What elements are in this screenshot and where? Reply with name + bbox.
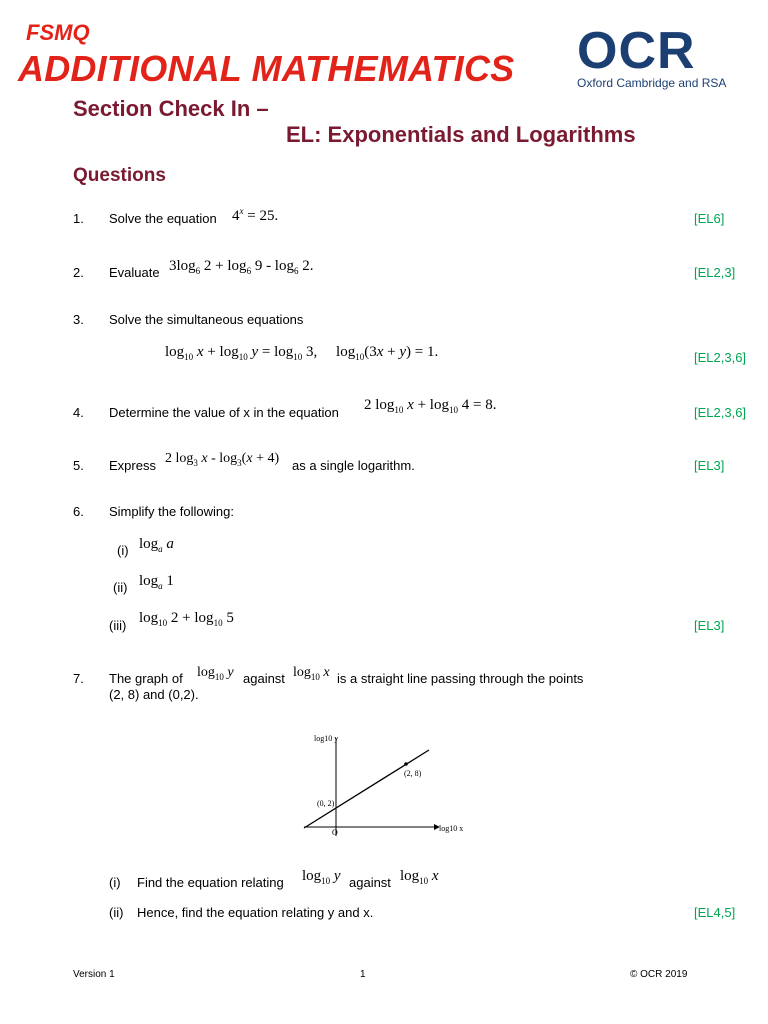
graph-origin-label: O — [332, 828, 338, 837]
q7-part-i-text: Find the equation relating — [137, 875, 284, 890]
q3-number: 3. — [73, 312, 84, 327]
q6-part-i-expression: $\log_a a$ — [139, 536, 174, 554]
q7-part-i-label: (i) — [109, 875, 121, 890]
q7-part-i-log-y: $\log_{10} y$ — [302, 868, 341, 886]
logo-subtitle: Oxford Cambridge and RSA — [577, 76, 727, 90]
q7-number: 7. — [73, 671, 84, 686]
log-graph — [296, 728, 476, 840]
q6-part-iii-label: (iii) — [109, 618, 127, 633]
q5-number: 5. — [73, 458, 84, 473]
graph-point-a-label: (2, 8) — [404, 769, 422, 778]
point-a-marker — [404, 762, 408, 766]
q7-text-d: (2, 8) and (0,2). — [109, 687, 199, 702]
q4-text: Determine the value of x in the equation — [109, 405, 339, 420]
q6-text: Simplify the following: — [109, 504, 234, 519]
questions-heading: Questions — [73, 165, 166, 186]
q5-expression: 2 $\log_3 x - \log_3(x + 4)$ — [165, 451, 280, 468]
q4-number: 4. — [73, 405, 84, 420]
q7-part-i-log-x: $\log_{10} x$ — [400, 868, 439, 886]
q2-expression: $3\log_6$ $2 + \log_6 9 - \log_6 2$. — [169, 258, 314, 276]
q4-equation: 2 $\log_{10} x + \log_{10} 4 = 8$. — [364, 397, 497, 415]
q7-text-b: against — [243, 671, 285, 686]
q7-part-ii-text: Hence, find the equation relating y and x. — [137, 905, 374, 920]
q2-text: Evaluate — [109, 265, 160, 280]
q6-reference: [EL3] — [694, 618, 725, 633]
section-heading-line1: Section Check In – — [73, 96, 269, 121]
logo-wordmark: OCR — [577, 22, 696, 80]
q6-part-i-label: (i) — [117, 543, 129, 558]
q7-expr-log-y: $\log_{10} y$ — [197, 665, 234, 682]
ocr-logo — [577, 24, 747, 90]
q1-number: 1. — [73, 211, 84, 226]
q7-reference: [EL4,5] — [694, 905, 736, 920]
q7-expr-log-x: $\log_{10} x$ — [293, 665, 330, 682]
footer-page-number: 1 — [360, 969, 366, 980]
q7-text-c: is a straight line passing through the points — [337, 671, 584, 686]
footer-copyright: © OCR 2019 — [630, 969, 688, 980]
document-title: ADDITIONAL MATHEMATICS — [18, 48, 515, 89]
q6-part-ii-label: (ii) — [113, 580, 128, 595]
q1-reference: [EL6] — [694, 211, 725, 226]
q7-part-i-against: against — [349, 875, 391, 890]
graph-x-label: log10 x — [439, 824, 464, 833]
q1-equation: $4^x = 25$. — [232, 206, 279, 224]
q2-number: 2. — [73, 265, 84, 280]
q5-text-after: as a single logarithm. — [292, 458, 415, 473]
q2-reference: [EL2,3] — [694, 265, 736, 280]
graph-point-b-label: (0, 2) — [317, 799, 335, 808]
graph-line — [304, 750, 429, 828]
q6-number: 6. — [73, 504, 84, 519]
q4-reference: [EL2,3,6] — [694, 405, 747, 420]
footer-version: Version 1 — [73, 969, 115, 980]
q6-part-iii-expression: $\log_{10} 2 + \log_{10} 5$ — [139, 610, 234, 628]
section-heading-line2: EL: Exponentials and Logarithms — [286, 122, 636, 147]
q6-part-ii-expression: $\log_a 1$ — [139, 573, 174, 591]
q3-equations: $\log_{10} x + \log_{10} y = \log_{10} 3$, $\log_{10}(3x + y) = 1$. — [165, 344, 439, 362]
q5-text-before: Express — [109, 458, 156, 473]
graph-y-label: log10 y — [314, 734, 339, 743]
q3-reference: [EL2,3,6] — [694, 350, 747, 365]
q7-part-ii-label: (ii) — [109, 905, 124, 920]
fsmq-label: FSMQ — [26, 20, 90, 45]
q5-reference: [EL3] — [694, 458, 725, 473]
q7-text-a: The graph of — [109, 671, 183, 686]
q3-text: Solve the simultaneous equations — [109, 312, 304, 327]
q1-text: Solve the equation — [109, 211, 217, 226]
